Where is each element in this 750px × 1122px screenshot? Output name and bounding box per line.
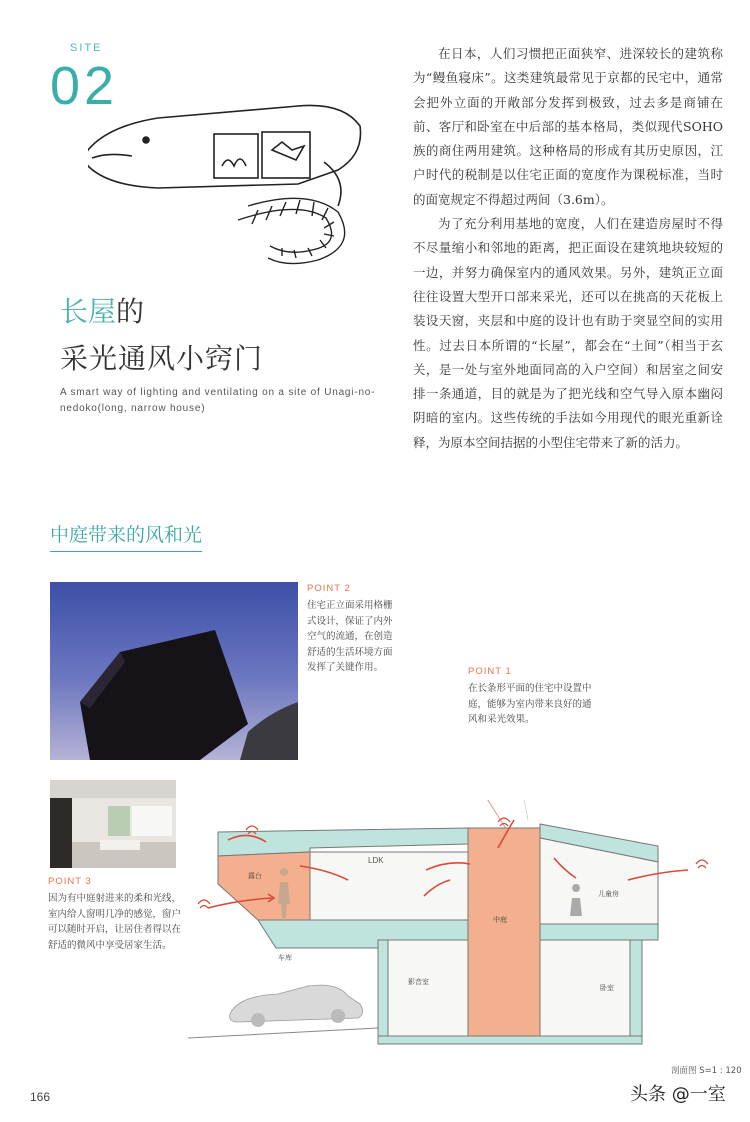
label-kids-room: 儿童房 xyxy=(598,890,619,898)
label-av-room: 影音室 xyxy=(408,978,429,986)
title-accent: 长屋 xyxy=(60,295,117,328)
point-3-title: POINT 3 xyxy=(48,876,92,887)
point-1-text: 在长条形平面的住宅中设置中庭，能够为室内带来良好的通风和采光效果。 xyxy=(468,683,592,725)
section-heading: 中庭带来的风和光 xyxy=(50,520,202,552)
scale-label: 剖面图 S=1 : 120 xyxy=(671,1066,742,1076)
ldk-room xyxy=(310,852,468,924)
english-subtitle: A smart way of lighting and ventilating on a site of Unagi-no-nedoko(long, narrow house) xyxy=(60,387,376,414)
section-diagram xyxy=(188,800,728,1050)
point-2-text: 住宅正立面采用格栅式设计，保证了内外空气的流通，在创造舒适的生活环境方面发挥了关键作用。 xyxy=(307,600,393,673)
point-3-text: 因为有中庭射进来的柔和光线，室内给人窗明几净的感觉，窗户可以随时开启，让居住者得以在舒适的微风中享受居家生活。 xyxy=(48,893,182,951)
ground-slab xyxy=(378,1036,642,1044)
paragraph-2: 为了充分利用基地的宽度，人们在建造房屋时不得不尽量缩小和邻地的距离，把正面设在建筑地块较短的一边，并努力确保室内的通风效果。另外，建筑正立面往往设置大型开口部来采光，还可以在挑高的天花板上装设天窗，夹层和中庭的设计也有助于突显空间的实用性。过去日本所谓的“长屋”，都会在“土间”（相当于玄关，是一处与室外地面同高的入户空间）和居室之间安排一条通道，目的就是为了把光线和空气导入原本幽闷阴暗的室内。这些传统的手法如今用现代的眼光重新诠释，为原本空间拮据的小型住宅带来了新的活力。 xyxy=(413,216,723,450)
paragraph-1: 在日本，人们习惯把正面狭窄、进深较长的建筑称为“鳗鱼寝床”。这类建筑最常见于京都的民宅中，通常会把外立面的开敞部分发挥到极致，过去多是商铺在前、客厅和卧室在中后部的基本格局，类似现代SOHO族的商住两用建筑。这种格局的形成有其历史原因，江户时代的税制是以住宅正面的宽度作为课税标准，当时的面宽规定不得超过两间（3.6m）。 xyxy=(413,46,723,207)
label-bedroom: 卧室 xyxy=(600,984,614,992)
site-label: SITE xyxy=(70,42,103,54)
point-2 xyxy=(307,583,399,676)
label-ldk: LDK xyxy=(368,856,384,865)
site-number: 02 xyxy=(50,56,119,116)
point-2-title: POINT 2 xyxy=(307,583,351,594)
label-garage: 车库 xyxy=(278,954,292,962)
ground-line xyxy=(188,1028,378,1038)
page-title-line2: 采光通风小窍门 xyxy=(60,342,264,375)
label-courtyard: 中庭 xyxy=(493,916,507,924)
terrace-area xyxy=(218,852,310,920)
building-photo xyxy=(50,582,298,760)
courtyard-area xyxy=(468,828,540,1038)
point-3 xyxy=(48,876,182,953)
lower-wall-right xyxy=(630,940,642,1038)
label-terrace: 露台 xyxy=(248,872,262,880)
page-title-line1 xyxy=(60,290,144,330)
article-body xyxy=(413,42,723,455)
bedroom xyxy=(540,940,630,1038)
eel-house-sketch xyxy=(88,96,368,272)
point-1 xyxy=(468,666,598,728)
watermark: 头条 @一室 xyxy=(630,1084,726,1105)
interior-photo xyxy=(50,780,176,868)
av-room xyxy=(388,940,468,1038)
point-1-title: POINT 1 xyxy=(468,666,512,677)
title-rest: 的 xyxy=(116,295,145,328)
middle-slab-right xyxy=(540,924,658,940)
page-number: 166 xyxy=(30,1090,51,1104)
lower-wall-left xyxy=(378,940,388,1038)
